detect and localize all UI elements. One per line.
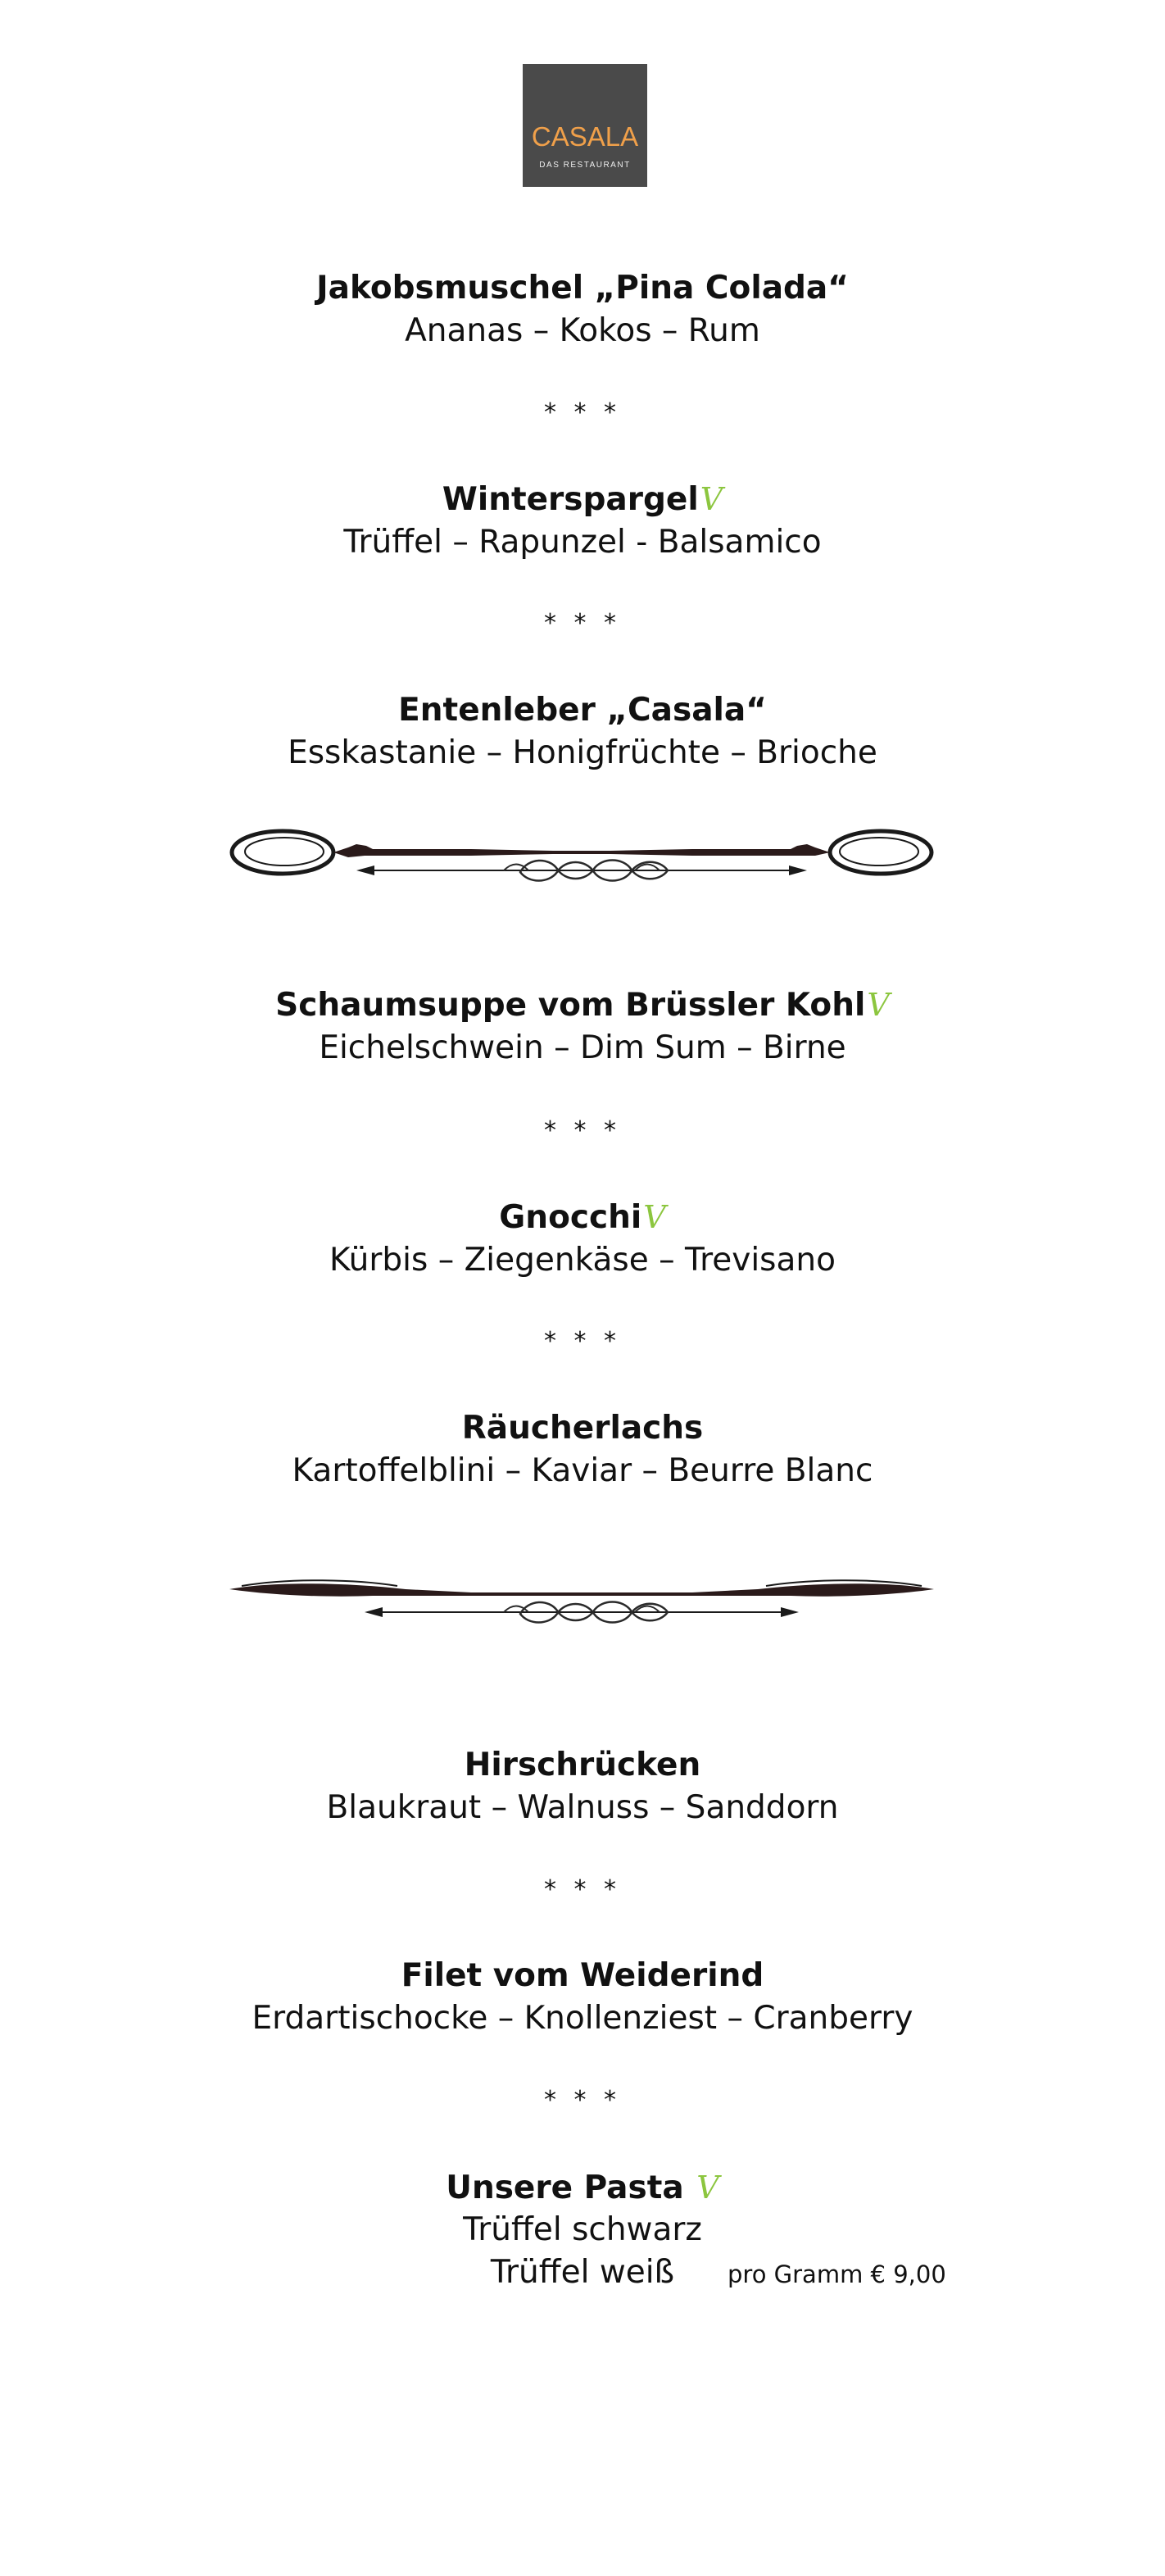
vegetarian-icon: V bbox=[700, 481, 723, 517]
ornamental-divider bbox=[225, 811, 938, 893]
dish-title: Schaumsuppe vom Brüssler KohlV bbox=[275, 987, 890, 1024]
dish-title: Hirschrücken bbox=[464, 1747, 701, 1783]
course-separator: * * * bbox=[543, 1875, 622, 1904]
course-separator: * * * bbox=[543, 609, 622, 638]
menu-course-8 bbox=[0, 1955, 1165, 2040]
dish-description: Blaukraut – Walnuss – Sanddorn bbox=[326, 1789, 839, 1826]
pasta-price: pro Gramm € 9,00 bbox=[728, 2260, 946, 2288]
vegetarian-icon: V bbox=[643, 1199, 666, 1235]
dish-description: Erdartischocke – Knollenziest – Cranberry bbox=[252, 2000, 913, 2037]
menu-course-5 bbox=[0, 1196, 1165, 1282]
menu-course-6 bbox=[0, 1407, 1165, 1492]
dish-title: Jakobsmuschel „Pina Colada“ bbox=[316, 270, 849, 307]
dish-description: Kartoffelblini – Kaviar – Beurre Blanc bbox=[292, 1452, 873, 1489]
menu-course-7 bbox=[0, 1744, 1165, 1829]
dish-title: Unsere Pasta V bbox=[446, 2169, 719, 2206]
dish-description: Kürbis – Ziegenkäse – Trevisano bbox=[329, 1242, 836, 1279]
course-separator: * * * bbox=[543, 398, 622, 427]
dish-title: Räucherlachs bbox=[461, 1410, 704, 1447]
pasta-option-black-truffle: Trüffel schwarz bbox=[463, 2211, 702, 2248]
pasta-option-white-truffle: Trüffel weiß bbox=[490, 2254, 675, 2291]
course-separator: * * * bbox=[543, 2086, 622, 2115]
vegetarian-icon: V bbox=[696, 2169, 719, 2206]
dish-description: Trüffel – Rapunzel - Balsamico bbox=[343, 524, 822, 561]
vegetarian-icon: V bbox=[867, 987, 890, 1023]
dish-description: Eichelschwein – Dim Sum – Birne bbox=[319, 1029, 846, 1066]
dish-description: Ananas – Kokos – Rum bbox=[405, 312, 760, 349]
ornamental-divider bbox=[225, 1553, 938, 1635]
menu-course-1 bbox=[0, 267, 1165, 352]
logo-name: CASALA bbox=[531, 121, 639, 152]
dish-title: Entenleber „Casala“ bbox=[398, 692, 767, 729]
menu-course-2 bbox=[0, 478, 1165, 564]
course-separator: * * * bbox=[543, 1116, 622, 1145]
restaurant-logo bbox=[523, 64, 647, 187]
menu-course-pasta bbox=[0, 2166, 1165, 2210]
dish-title: Filet vom Weiderind bbox=[401, 1957, 764, 1994]
dish-title: GnocchiV bbox=[499, 1199, 666, 1236]
dish-description: Esskastanie – Honigfrüchte – Brioche bbox=[288, 734, 877, 771]
course-separator: * * * bbox=[543, 1327, 622, 1356]
menu-course-3 bbox=[0, 689, 1165, 775]
menu-course-4 bbox=[0, 984, 1165, 1070]
dish-title: WinterspargelV bbox=[442, 481, 723, 518]
logo-subtitle: DAS RESTAURANT bbox=[539, 161, 631, 170]
